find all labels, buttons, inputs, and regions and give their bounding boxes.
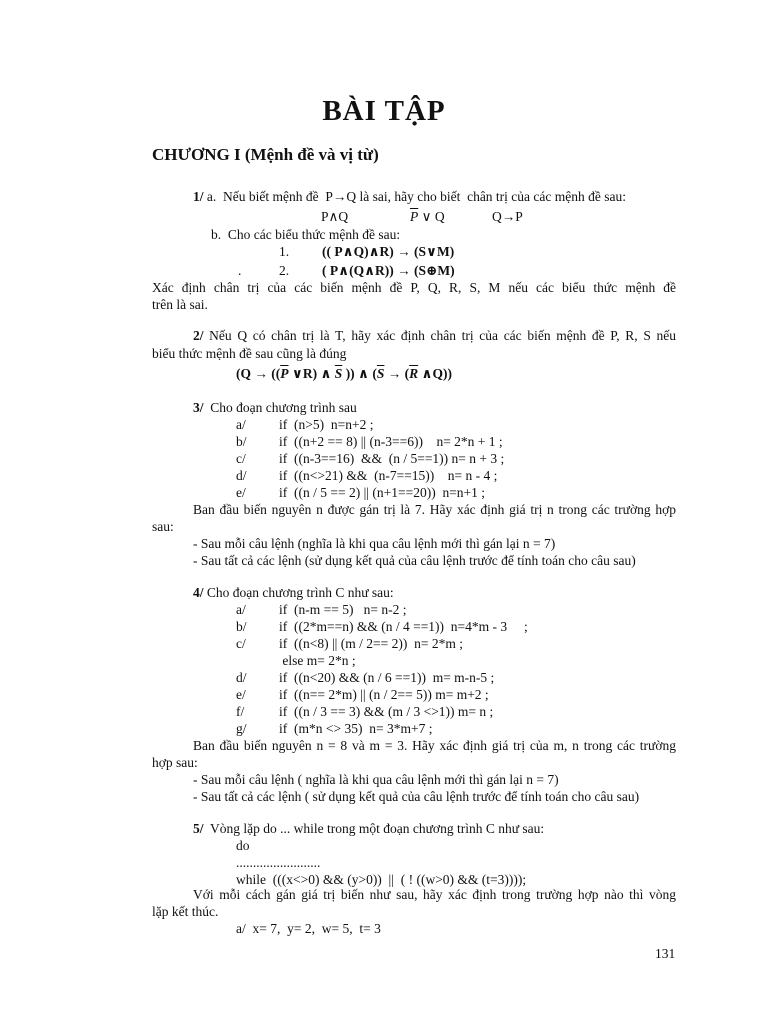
q1-formula-1-num: 1. — [279, 244, 290, 259]
q3-bullet-2: - Sau tất cả các lệnh (sử dụng kết quả của câu lệnh trước để tính toán cho câu sau) — [193, 553, 636, 568]
q1-expr-1: P∧Q — [321, 209, 349, 224]
q4-item-c-else: else m= 2*n ; — [279, 653, 356, 668]
question-2-number: 2/ — [193, 328, 204, 343]
q3-item-d-code: if ((n<>21) && (n-7==15)) n= n - 4 ; — [279, 468, 498, 483]
q3-paragraph-1: Ban đầu biến nguyên n được gán trị là 7. Hãy xác định giá trị n trong các trường hợp — [193, 502, 676, 517]
question-2-line-2: biểu thức mệnh đề sau cũng là đúng — [152, 346, 347, 361]
q2-negated-p: $\overline{P}$ — [280, 366, 289, 381]
q1-paragraph-1: Xác định chân trị của các biến mệnh đề P, Q, R, S, M nếu các biểu thức mệnh đề — [152, 280, 676, 295]
q3-item-e-code: if ((n / 5 == 2) || (n+1==20)) n=n+1 ; — [279, 485, 486, 500]
question-4-number: 4/ — [193, 585, 204, 600]
q1-paragraph-2: trên là sai. — [152, 297, 208, 312]
question-4-line — [193, 584, 394, 601]
q1-formula-2: ( P∧(Q∧R)) → (S⊕M) — [322, 263, 455, 278]
q2-negated-r: $\overline{R}$ — [409, 366, 419, 381]
question-1-number: 1/ — [193, 189, 204, 204]
page-title: BÀI TẬP — [322, 95, 446, 127]
q4-item-g-code: if (m*n <> 35) n= 3*m+7 ; — [279, 721, 433, 736]
q2-negated-s-2: $\overline{S}$ — [376, 366, 385, 381]
q4-item-a-label: a/ — [236, 602, 246, 617]
q4-item-f-code: if ((n / 3 == 3) && (m / 3 <>1)) m= n ; — [279, 704, 494, 719]
q1-dot: . — [238, 263, 242, 278]
page-number: 131 — [655, 946, 676, 961]
question-4-text: Cho đoạn chương trình C như sau: — [203, 585, 394, 600]
q4-paragraph-2: hợp sau: — [152, 755, 198, 770]
question-5-number: 5/ — [193, 821, 204, 836]
question-1-text: a. Nếu biết mệnh đề P→Q là sai, hãy cho biết chân trị của các mệnh đề sau: — [203, 189, 626, 204]
q4-item-e-label: e/ — [236, 687, 246, 702]
q1-expr-2 — [410, 208, 445, 225]
question-2-text: Nếu Q có chân trị là T, hãy xác định chân trị của các biến mệnh đề P, R, S nếu — [203, 328, 676, 343]
question-2-line-1 — [193, 327, 676, 344]
q2-formula: ($Q \to ((\overline{P}$ ∨R) ∧ $\overline{S}$ )) ∧ ($\overline{S} \to (\overline{R}$ ∧Q)) — [236, 366, 453, 381]
q3-bullet-1: - Sau mỗi câu lệnh (nghĩa là khi qua câu lệnh mới thì gán lại n = 7) — [193, 536, 556, 551]
q2-negated-s: $\overline{S}$ — [334, 366, 343, 381]
q3-item-d-label: d/ — [236, 468, 247, 483]
q4-item-g-label: g/ — [236, 721, 247, 736]
q4-item-f-label: f/ — [236, 704, 245, 719]
question-1-line-a — [193, 188, 626, 205]
q3-item-c-label: c/ — [236, 451, 246, 466]
q4-item-d-label: d/ — [236, 670, 247, 685]
q3-item-a-code: if (n>5) n=n+2 ; — [279, 417, 374, 432]
q4-item-c-label: c/ — [236, 636, 246, 651]
q4-item-d-code: if ((n<20) && (n / 6 ==1)) m= m-n-5 ; — [279, 670, 495, 685]
q3-item-e-label: e/ — [236, 485, 246, 500]
q4-paragraph-1: Ban đầu biến nguyên n = 8 và m = 3. Hãy xác định giá trị của m, n trong các trường — [193, 738, 676, 753]
q4-item-b-label: b/ — [236, 619, 247, 634]
q5-item-a: a/ x= 7, y= 2, w= 5, t= 3 — [236, 921, 381, 936]
question-5-text: Vòng lặp do ... while trong một đoạn chương trình C như sau: — [203, 821, 545, 836]
q3-item-a-label: a/ — [236, 417, 246, 432]
q3-item-c-code: if ((n-3==16) && (n / 5==1)) n= n + 3 ; — [279, 451, 505, 466]
q5-while: while (((x<>0) && (y>0)) || ( ! ((w>0) && (t=3)))); — [236, 872, 527, 887]
q4-item-b-code: if ((2*m==n) && (n / 4 ==1)) n=4*m - 3 ; — [279, 619, 528, 634]
q1-line-b: b. Cho các biểu thức mệnh đề sau: — [211, 227, 401, 242]
question-3-text: Cho đoạn chương trình sau — [203, 400, 357, 415]
q1-formula-1: (( P∧Q)∧R) → (S∨M) — [322, 244, 455, 259]
chapter-heading: CHƯƠNG I (Mệnh đề và vị từ) — [152, 145, 379, 164]
q5-paragraph-2: lặp kết thúc. — [152, 904, 219, 919]
question-3-number: 3/ — [193, 400, 204, 415]
q5-do: do — [236, 838, 250, 853]
q4-bullet-1: - Sau mỗi câu lệnh ( nghĩa là khi qua câu lệnh mới thì gán lại n = 7) — [193, 772, 559, 787]
q3-item-b-code: if ((n+2 == 8) || (n-3==6)) n= 2*n + 1 ; — [279, 434, 503, 449]
q1-formula-2-num: 2. — [279, 263, 290, 278]
q4-item-e-code: if ((n== 2*m) || (n / 2== 5)) m= m+2 ; — [279, 687, 489, 702]
q4-bullet-2: - Sau tất cả các lệnh ( sử dụng kết quả của câu lệnh trước để tính toán cho câu sau) — [193, 789, 640, 804]
q5-dots: ......................... — [236, 855, 321, 870]
q5-paragraph-1: Với mỗi cách gán giá trị biến như sau, hãy xác định trong trường hợp nào thì vòng — [193, 887, 676, 902]
q3-paragraph-2: sau: — [152, 519, 174, 534]
question-5-line — [193, 820, 544, 837]
q1-expr-2-negated: $\overline{P}$ — [410, 209, 419, 224]
q1-expr-3: Q→P — [492, 209, 523, 224]
q1-expr-2-rest: ∨ Q — [418, 209, 445, 224]
q3-item-b-label: b/ — [236, 434, 247, 449]
question-3-line — [193, 399, 357, 416]
q4-item-a-code: if (n-m == 5) n= n-2 ; — [279, 602, 407, 617]
q4-item-c-code: if ((n<8) || (m / 2== 2)) n= 2*m ; — [279, 636, 463, 651]
